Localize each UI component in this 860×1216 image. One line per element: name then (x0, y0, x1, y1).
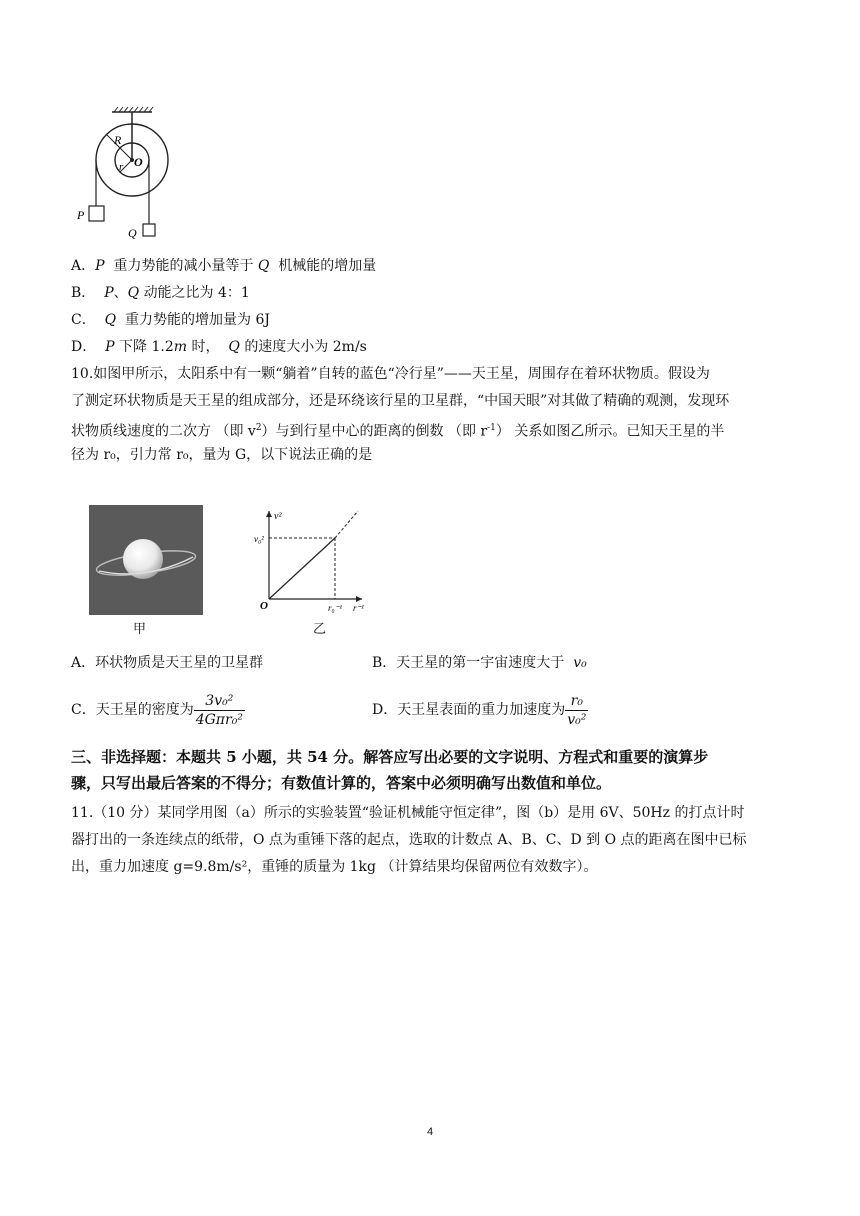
q9-option-d: D． P 下降 1.2m 时， Q 的速度大小为 2m/s (71, 339, 367, 355)
q9-option-b: B． P、Q 动能之比为 4：1 (71, 285, 250, 301)
gravity-fraction: $\frac{\text{r₀}}{\text{v₀²}}$ (567, 692, 587, 728)
q10-line-2: 了测定环状物质是天王星的组成部分，还是环绕该行星的卫星群，“中国天眼”对其做了精确的观测，发现环 (71, 393, 730, 409)
label-R: R (114, 133, 122, 147)
caption-yi: 乙 (313, 622, 327, 637)
q10-line-1: 10.如图甲所示，太阳系中有一颗“躺着”自转的蓝色“冷行星”——天王星，周围存在着环状物质。假设为 (71, 366, 710, 382)
label-r: r (119, 161, 124, 173)
section-3-line-2: 骤，只写出最后答案的不得分；有数值计算的，答案中必须明确写出数值和单位。 (71, 774, 612, 792)
q10-option-c: C．天王星的密度为 $\frac{\text{3v₀²}}{\text{4Gπr₀²}}$ (71, 692, 243, 728)
q10-option-d: D．天王星表面的重力加速度为 $\frac{\text{r₀}}{\text{v₀²}}$ (372, 692, 587, 728)
label-P: P (77, 208, 85, 222)
axis-label-origin: O (260, 600, 268, 612)
axis-label-v02: v₀² (254, 534, 264, 544)
caption-jia: 甲 (133, 622, 147, 637)
q11-line-1: 11.（10 分）某同学用图（a）所示的实验装置“验证机械能守恒定律”，图（b）是用 6V、50Hz 的打点计时 (71, 805, 745, 821)
q11-line-3: 出，重力加速度 g=9.8m/s²，重锤的质量为 1kg （计算结果均保留两位有效数字）。 (71, 859, 598, 875)
density-fraction: $\frac{\text{3v₀²}}{\text{4Gπr₀²}}$ (195, 692, 243, 728)
q9-option-c: C． Q 重力势能的增加量为 6J (71, 312, 270, 328)
q11-line-2: 器打出的一条连续点的纸带，O 点为重锤下落的起点，选取的计数点 A、B、C、D 到 O 点的距离在图中已标 (71, 832, 747, 848)
uranus-image (89, 505, 203, 615)
axis-label-v2: v² (274, 511, 282, 522)
velocity-graph (254, 505, 366, 619)
section-3-line-1: 三、非选择题：本题共 5 小题，共 54 分。解答应写出必要的文字说明、方程式和重要的演算步 (71, 748, 709, 766)
label-Q: Q (128, 226, 137, 240)
page-number: 4 (426, 1126, 434, 1138)
q9-option-a: A．P 重力势能的减小量等于 Q 机械能的增加量 (71, 258, 377, 274)
q10-line-3: 状物质线速度的二次方 （即 $v^2$）与到行星中心的距离的倒数 （即 $r^{-1}$） 关系如图乙所示。已知天王星的半 (71, 423, 725, 440)
q10-option-a: A．环状物质是天王星的卫星群 (71, 655, 264, 671)
pulley-figure (72, 106, 182, 242)
axis-label-r01: r₀⁻¹ (328, 603, 343, 613)
label-O: O (134, 155, 143, 169)
q10-option-b: B．天王星的第一宇宙速度大于 v₀ (372, 655, 587, 671)
axis-label-r1: r⁻¹ (353, 603, 364, 613)
q10-line-4: 径为 r₀，引力常 r₀，量为 G，以下说法正确的是 (71, 447, 373, 463)
